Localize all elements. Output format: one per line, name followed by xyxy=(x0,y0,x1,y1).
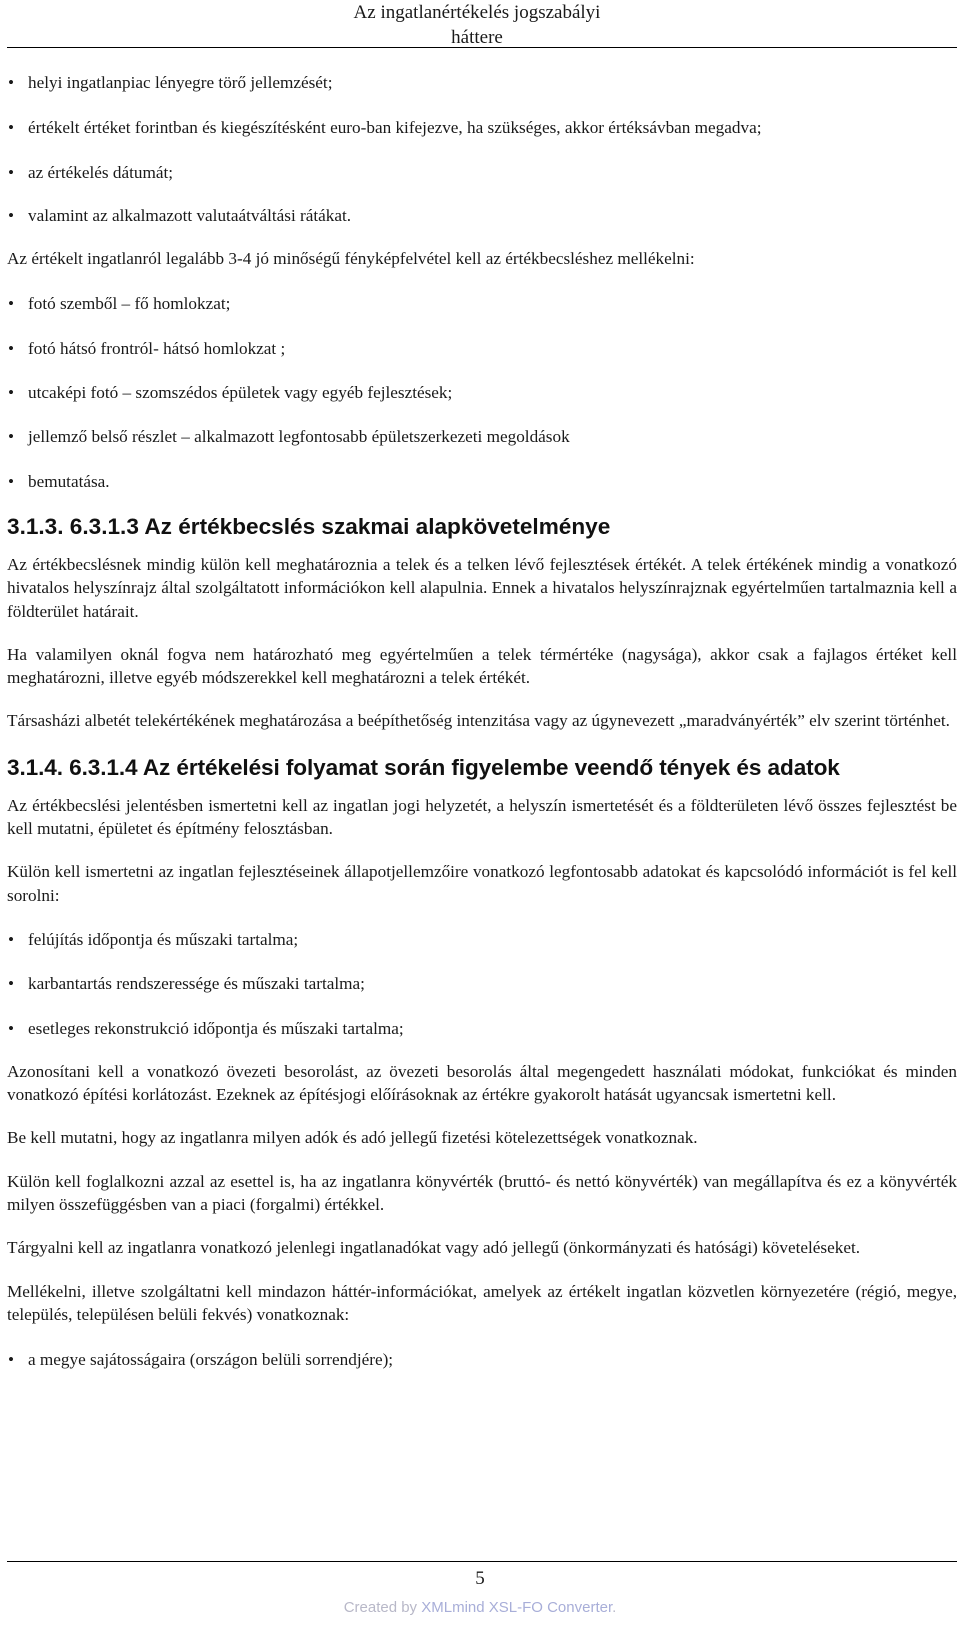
bullet-list-top xyxy=(7,71,957,227)
photo-intro-paragraph: Az értékelt ingatlanról legalább 3-4 jó minőségű fényképfelvétel kell az értékbecsléshez mellékelni: xyxy=(7,249,695,269)
paragraph: Külön kell foglalkozni azzal az esettel is, ha az ingatlanra könyvérték (bruttó- és nettó könyvérték) van megállapítva és ez a könyvérték milyen összefüggésben van a piaci (forgalmi) értékkel. xyxy=(7,1171,957,1215)
list-item: • jellemző belső részlet – alkalmazott legfontosabb épületszerkezeti megoldások xyxy=(7,425,957,448)
list-item: • bemutatása. xyxy=(7,470,957,493)
converter-link[interactable]: XMLmind XSL-FO Converter xyxy=(421,1599,613,1616)
bullet-icon: • xyxy=(8,1018,15,1038)
bullet-icon: • xyxy=(8,205,15,225)
paragraph: Ha valamilyen oknál fogva nem határozható meg egyértelműen a telek térmértéke (nagysága), akkor csak a fajlagos értéket kell meghatározni, illetve egyéb módszerekkel kell meghatározni a telek értékét. xyxy=(7,644,957,688)
list-item: • utcaképi fotó – szomszédos épületek vagy egyéb fejlesztések; xyxy=(7,381,957,404)
list-item: • felújítás időpontja és műszaki tartalma; xyxy=(7,928,957,951)
header-rule xyxy=(7,47,957,48)
section-heading-3-1-3: 3.1.3. 6.3.1.3 Az értékbecslés szakmai alapkövetelménye xyxy=(7,513,611,539)
list-item: • fotó hátsó frontról- hátsó homlokzat ; xyxy=(7,337,957,360)
bullet-list-photos xyxy=(7,292,957,492)
list-item: • helyi ingatlanpiac lényegre törő jellemzését; xyxy=(7,71,957,94)
paragraph: Be kell mutatni, hogy az ingatlanra milyen adók és adó jellegű fizetési kötelezettségek vonatkoznak. xyxy=(7,1128,698,1148)
list-item: • karbantartás rendszeressége és műszaki tartalma; xyxy=(7,972,957,995)
page-number: 5 xyxy=(475,1568,485,1589)
bullet-icon: • xyxy=(8,929,15,949)
page-content xyxy=(7,71,957,1372)
list-item: • valamint az alkalmazott valutaátváltási rátákat. xyxy=(7,204,957,227)
bullet-icon: • xyxy=(8,383,15,403)
paragraph: Tárgyalni kell az ingatlanra vonatkozó jelenlegi ingatlanadókat vagy adó jellegű (önkormányzati és hatósági) követeléseket. xyxy=(7,1238,861,1258)
running-header: Az ingatlanértékelés jogszabályi háttere xyxy=(353,2,601,48)
bullet-list-region xyxy=(7,1348,957,1371)
bullet-icon: • xyxy=(8,118,15,138)
list-item: • a megye sajátosságaira (országon belüli sorrendjére); xyxy=(7,1348,957,1371)
paragraph: Társasházi albetét telekértékének meghatározása a beépíthetőség intenzitása vagy az úgynevezett „maradványérték” elv szerint történhet. xyxy=(7,711,950,731)
list-item: • fotó szemből – fő homlokzat; xyxy=(7,292,957,315)
footer-rule xyxy=(7,1561,957,1562)
bullet-icon: • xyxy=(8,471,15,491)
bullet-icon: • xyxy=(8,338,15,358)
paragraph: Mellékelni, illetve szolgáltatni kell mindazon háttér-információkat, amelyek az értékelt ingatlan közvetlen környezetére (régió, megye, település, településen belüli fekvés) vonatkoznak: xyxy=(7,1281,957,1324)
bullet-icon: • xyxy=(8,974,15,994)
list-item: • az értékelés dátumát; xyxy=(7,161,957,184)
paragraph: Az értékbecslési jelentésben ismertetni kell az ingatlan jogi helyzetét, a helyszín ismertetését és a földterületen lévő összes fejlesztést be kell mutatni, épületet és építmény felosztásban. xyxy=(7,795,957,839)
bullet-icon: • xyxy=(8,294,15,314)
list-item: • esetleges rekonstrukció időpontja és műszaki tartalma; xyxy=(7,1017,957,1040)
paragraph: Külön kell ismertetni az ingatlan fejlesztéseinek állapotjellemzőire vonatkozó legfontosabb adatokat és kapcsolódó információt is fel kell sorolni: xyxy=(7,862,957,905)
creator-note: Created by XMLmind XSL-FO Converter. xyxy=(343,1599,617,1616)
list-item: • értékelt értéket forintban és kiegészítésként euro-ban kifejezve, ha szükséges, akkor értéksávban megadva; xyxy=(7,116,957,139)
bullet-icon: • xyxy=(8,1350,15,1370)
bullet-icon: • xyxy=(8,73,15,92)
bullet-icon: • xyxy=(8,427,15,447)
paragraph: Azonosítani kell a vonatkozó övezeti besorolást, az övezeti besorolás által megengedett használati módokat, funkciókat és minden vonatkozó építési korlátozást. Ezeknek az építésjogi előírásoknak az értékre gyakorolt hatását ugyancsak ismertetni kell. xyxy=(7,1061,957,1105)
section-heading-3-1-4: 3.1.4. 6.3.1.4 Az értékelési folyamat során figyelembe veendő tények és adatok xyxy=(7,754,840,780)
bullet-icon: • xyxy=(8,162,15,182)
bullet-list-development xyxy=(7,928,957,1040)
paragraph: Az értékbecslésnek mindig külön kell meghatároznia a telek és a telken lévő fejlesztések értékét. A telek értékének mindig a vonatkozó hivatalos helyszínrajz által szolgáltatott információkon kell alapulnia. Ennek a hivatalos helyszínrajznak egyértelműen tartalmaznia kell a földterület határait. xyxy=(7,554,957,621)
